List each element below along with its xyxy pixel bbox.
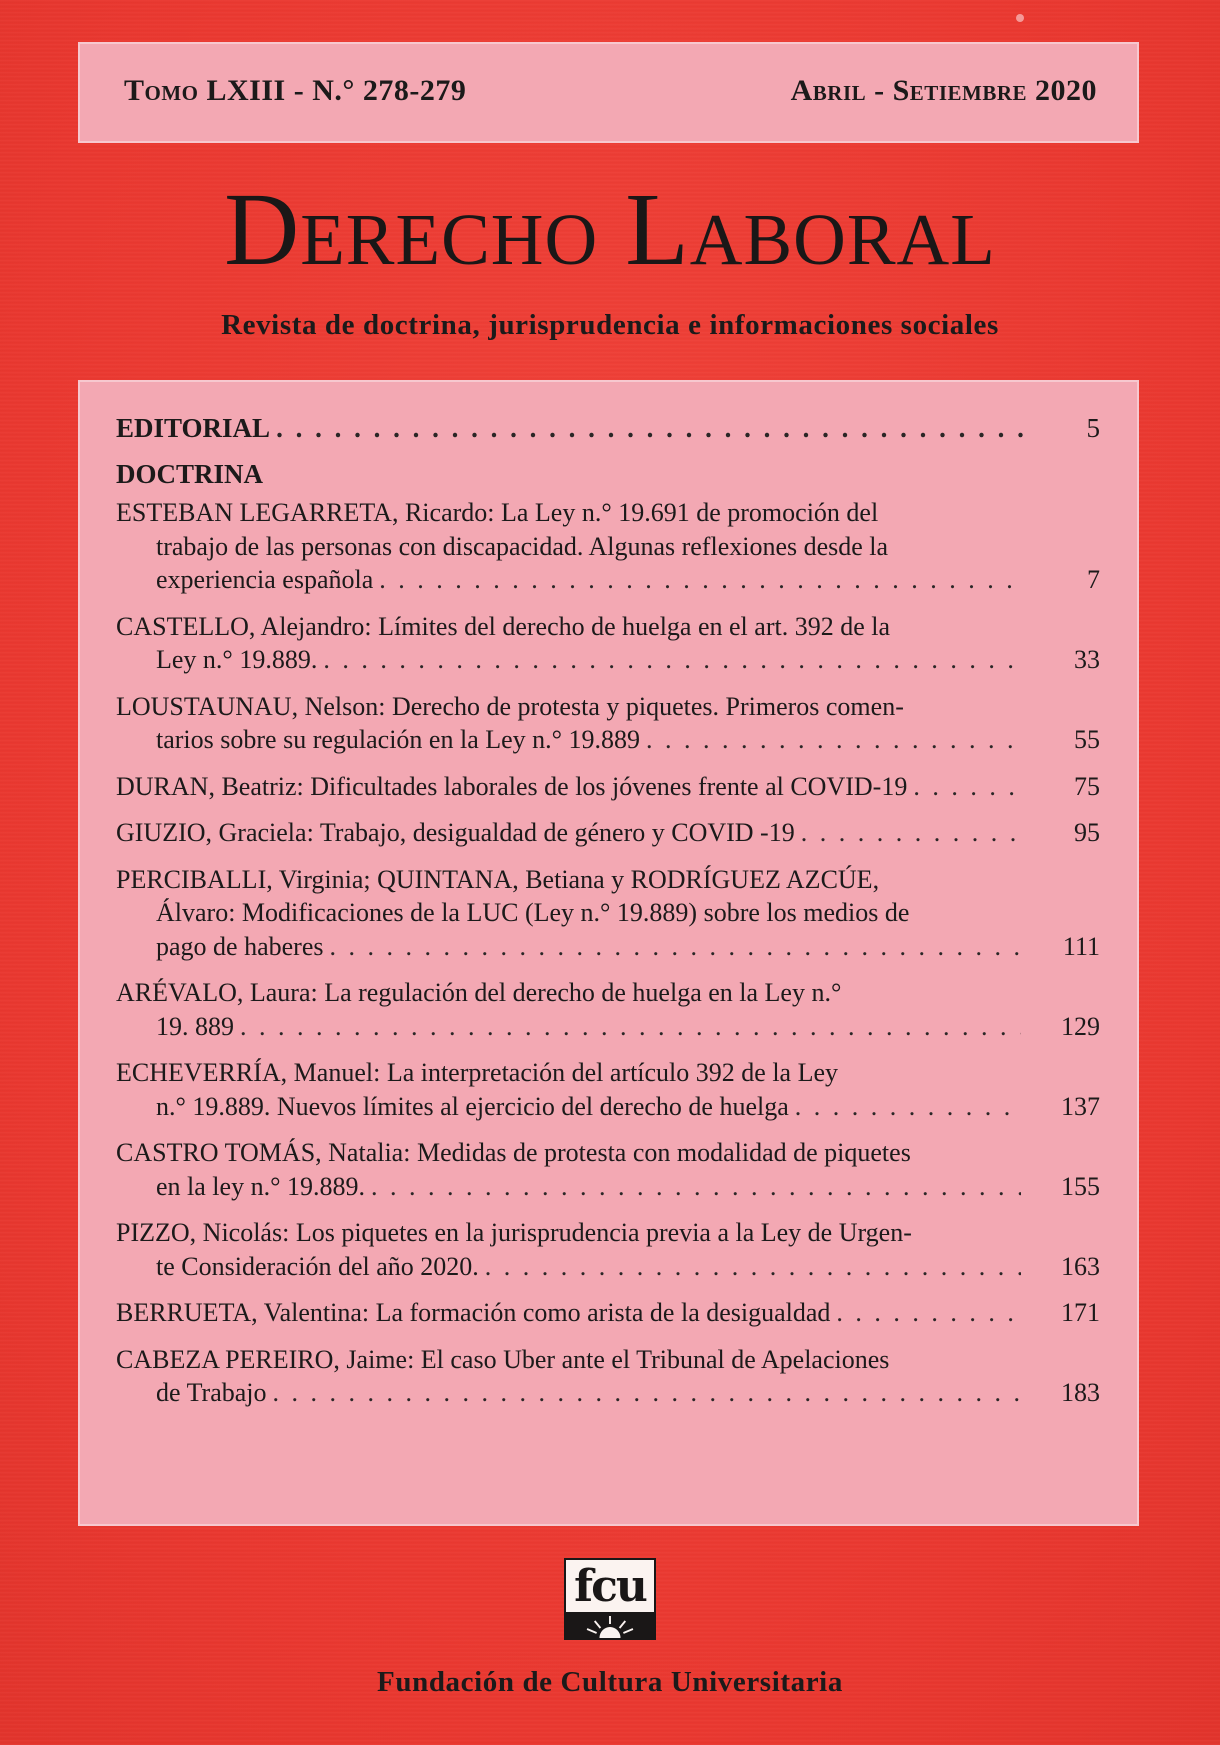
toc-entry [116, 1296, 1100, 1330]
toc-entry-title: Laura: La regulación del derecho de huelga en la Ley n.° [249, 978, 842, 1007]
toc-entry-author: ARÉVALO, [116, 978, 244, 1007]
toc-entry-page: 75 [1074, 771, 1100, 801]
toc-entry-page: 137 [1061, 1091, 1100, 1121]
toc-entry-title: Manuel: La interpretación del artículo 392 de la Ley [293, 1058, 839, 1087]
leader-dots [267, 1376, 1022, 1410]
toc-entry-line [116, 896, 1021, 930]
toc-entry-author: ESTEBAN LEGARRETA, [116, 498, 399, 527]
toc-entry-line [116, 1343, 1021, 1377]
toc-entry-text [116, 1138, 911, 1167]
issue-date: Abril - Setiembre 2020 [790, 74, 1097, 107]
toc-entry-author: CASTRO TOMÁS, [116, 1138, 322, 1167]
leader-dots [373, 563, 1021, 597]
toc-entries [116, 496, 1100, 1410]
leader-dots [789, 1090, 1021, 1124]
toc-entry-page: 163 [1061, 1251, 1100, 1281]
toc-entry-line [116, 976, 1021, 1010]
toc-entry-title: Graciela: Trabajo, desigualdad de género y COVID -19 [218, 818, 795, 847]
toc-entry [116, 976, 1100, 1043]
toc-entry-author: PIZZO, [116, 1218, 197, 1247]
toc-entry [116, 496, 1100, 597]
toc-entry-line [116, 496, 1021, 530]
fcu-logo [564, 1558, 656, 1640]
toc-entry-page: 129 [1061, 1011, 1100, 1041]
toc-entry-title: Valentina: La formación como arista de la desigualdad [263, 1298, 831, 1327]
toc-entry-text [116, 816, 795, 850]
toc-editorial-label: EDITORIAL [116, 413, 271, 443]
issue-number: Tomo LXIII - N.° 278-279 [124, 74, 467, 107]
toc-entry-line [116, 563, 1021, 597]
toc-entry-title: Nelson: Derecho de protesta y piquetes. Primeros comen- [304, 691, 904, 721]
toc-entry-title: tarios sobre su regulación en la Ley n.° 19.889 [156, 725, 641, 754]
toc-entry-line [116, 816, 1021, 850]
toc-entry-text [116, 692, 904, 721]
toc-entry-text [156, 1250, 479, 1284]
toc-entry-line [116, 1136, 1021, 1170]
leader-dots [234, 1010, 1021, 1044]
leader-dots [270, 410, 1036, 446]
leader-dots [907, 770, 1021, 804]
toc-editorial-page: 5 [1086, 413, 1100, 443]
toc-entry-page: 155 [1061, 1171, 1100, 1201]
toc-entry [116, 1056, 1100, 1123]
toc-entry-title: Álvaro: Modificaciones de la LUC (Ley n.° 19.889) sobre los medios de [156, 898, 910, 927]
leader-dots [365, 1170, 1021, 1204]
toc-entry-line [116, 770, 1021, 804]
toc-entry-author: DURAN, [116, 771, 215, 801]
toc-entry-title: te Consideración del año 2020. [156, 1251, 479, 1281]
toc-entry-text [116, 978, 841, 1007]
toc-entry-text [116, 865, 879, 894]
toc-entry [116, 1343, 1100, 1410]
toc-entry-line [116, 1010, 1021, 1044]
toc-entry-author: PERCIBALLI, [116, 864, 273, 894]
toc-entry-text [156, 532, 888, 561]
toc-entry-text [156, 1170, 365, 1204]
toc-entry-title: pago de haberes [156, 931, 324, 961]
toc-entry-title: Ley n.° 19.889. [156, 645, 318, 674]
toc-entry-line [116, 530, 1021, 564]
leader-dots [830, 1296, 1021, 1330]
toc-entry-page: 55 [1074, 725, 1100, 754]
toc-entry-page: 183 [1061, 1378, 1100, 1407]
toc-section-doctrina: DOCTRINA [116, 459, 264, 489]
toc-entry-page: 171 [1061, 1298, 1100, 1327]
toc-entry-line [116, 930, 1021, 964]
toc-entry-line [116, 1376, 1021, 1410]
toc-entry-title: trabajo de las personas con discapacidad. Algunas reflexiones desde la [156, 531, 889, 561]
leader-dots [795, 816, 1021, 850]
toc-entry-title: Nicolás: Los piquetes en la jurisprudencia previa a la Ley de Urgen- [202, 1218, 912, 1247]
leader-dots [479, 1250, 1021, 1284]
toc-entry-line [116, 863, 1021, 897]
toc-entry-author: BERRUETA, [116, 1298, 258, 1327]
toc-entry-text [116, 1296, 830, 1330]
toc-entry [116, 863, 1100, 964]
toc-entry-text [116, 1058, 838, 1087]
toc-entry [116, 690, 1100, 757]
toc-entry-text [116, 612, 890, 641]
toc-entry-text [156, 1376, 267, 1410]
toc-entry-line [116, 1250, 1021, 1284]
leader-dots [323, 930, 1021, 964]
toc-entry-text [116, 498, 878, 527]
toc-entry-title: de Trabajo [156, 1378, 267, 1407]
toc-entry-title: Beatriz: Dificultades laborales de los jóvenes frente al COVID-19 [221, 771, 908, 801]
toc-entry-title: Jaime: El caso Uber ante el Tribunal de Apelaciones [346, 1344, 890, 1374]
toc-entry-title: n.° 19.889. Nuevos límites al ejercicio del derecho de huelga [156, 1091, 789, 1121]
toc-entry-author: ECHEVERRÍA, [116, 1058, 288, 1087]
toc-entry-line [116, 1090, 1021, 1124]
toc-entry-text [116, 770, 907, 804]
toc-entry [116, 1216, 1100, 1283]
table-of-contents [78, 380, 1139, 1526]
toc-editorial [116, 410, 1100, 446]
toc-entry-line [116, 1296, 1021, 1330]
toc-entry-text [156, 723, 640, 757]
toc-entry-text [156, 898, 909, 927]
toc-entry-text [156, 643, 317, 677]
toc-entry-text [156, 563, 373, 597]
toc-entry-page: 111 [1062, 931, 1100, 961]
toc-entry-text [116, 1218, 912, 1247]
print-speck [1016, 14, 1024, 22]
sun-icon [566, 1612, 654, 1638]
toc-entry-line [116, 723, 1021, 757]
toc-entry [116, 816, 1100, 850]
leader-dots [317, 643, 1021, 677]
toc-entry-page: 95 [1074, 818, 1100, 847]
leader-dots [640, 723, 1021, 757]
toc-entry-line [116, 1216, 1021, 1250]
toc-entry-text [156, 930, 323, 964]
toc-entry [116, 770, 1100, 804]
toc-entry-title: Natalia: Medidas de protesta con modalidad de piquetes [328, 1138, 911, 1167]
toc-entry-title: Virginia; QUINTANA, Betiana y RODRÍGUEZ AZCÚE, [278, 864, 880, 894]
toc-entry-title: Ricardo: La Ley n.° 19.691 de promoción del [404, 498, 879, 527]
toc-entry-page: 33 [1074, 645, 1100, 674]
publisher-name: Fundación de Cultura Universitaria [377, 1666, 843, 1698]
journal-subtitle: Revista de doctrina, jurisprudencia e informaciones sociales [221, 309, 999, 341]
toc-entry-title: en la ley n.° 19.889. [156, 1171, 365, 1201]
toc-entry-line [116, 610, 1021, 644]
toc-entry-author: LOUSTAUNAU, [116, 691, 299, 721]
toc-entry-author: CASTELLO, [116, 611, 256, 641]
toc-entry-title: 19. 889 [156, 1011, 234, 1041]
toc-entry [116, 1136, 1100, 1203]
toc-entry-author: CABEZA PEREIRO, [116, 1344, 340, 1374]
toc-entry [116, 610, 1100, 677]
toc-entry-line [116, 1170, 1021, 1204]
journal-title: Derecho Laboral [224, 172, 996, 287]
toc-entry-text [156, 1090, 789, 1124]
toc-entry-line [116, 643, 1021, 677]
toc-entry-line [116, 690, 1021, 724]
toc-entry-title: Alejandro: Límites del derecho de huelga en el art. 392 de la [260, 611, 891, 641]
toc-entry-author: GIUZIO, [116, 818, 213, 847]
toc-entry-page: 7 [1087, 565, 1100, 594]
toc-entry-text [156, 1010, 234, 1044]
toc-list [116, 410, 1100, 1423]
issue-header-band [78, 42, 1139, 143]
toc-entry-title: experiencia española [156, 565, 374, 594]
toc-entry-text [116, 1345, 889, 1374]
toc-entry-line [116, 1056, 1021, 1090]
fcu-logo-text: fcu [574, 1561, 646, 1612]
